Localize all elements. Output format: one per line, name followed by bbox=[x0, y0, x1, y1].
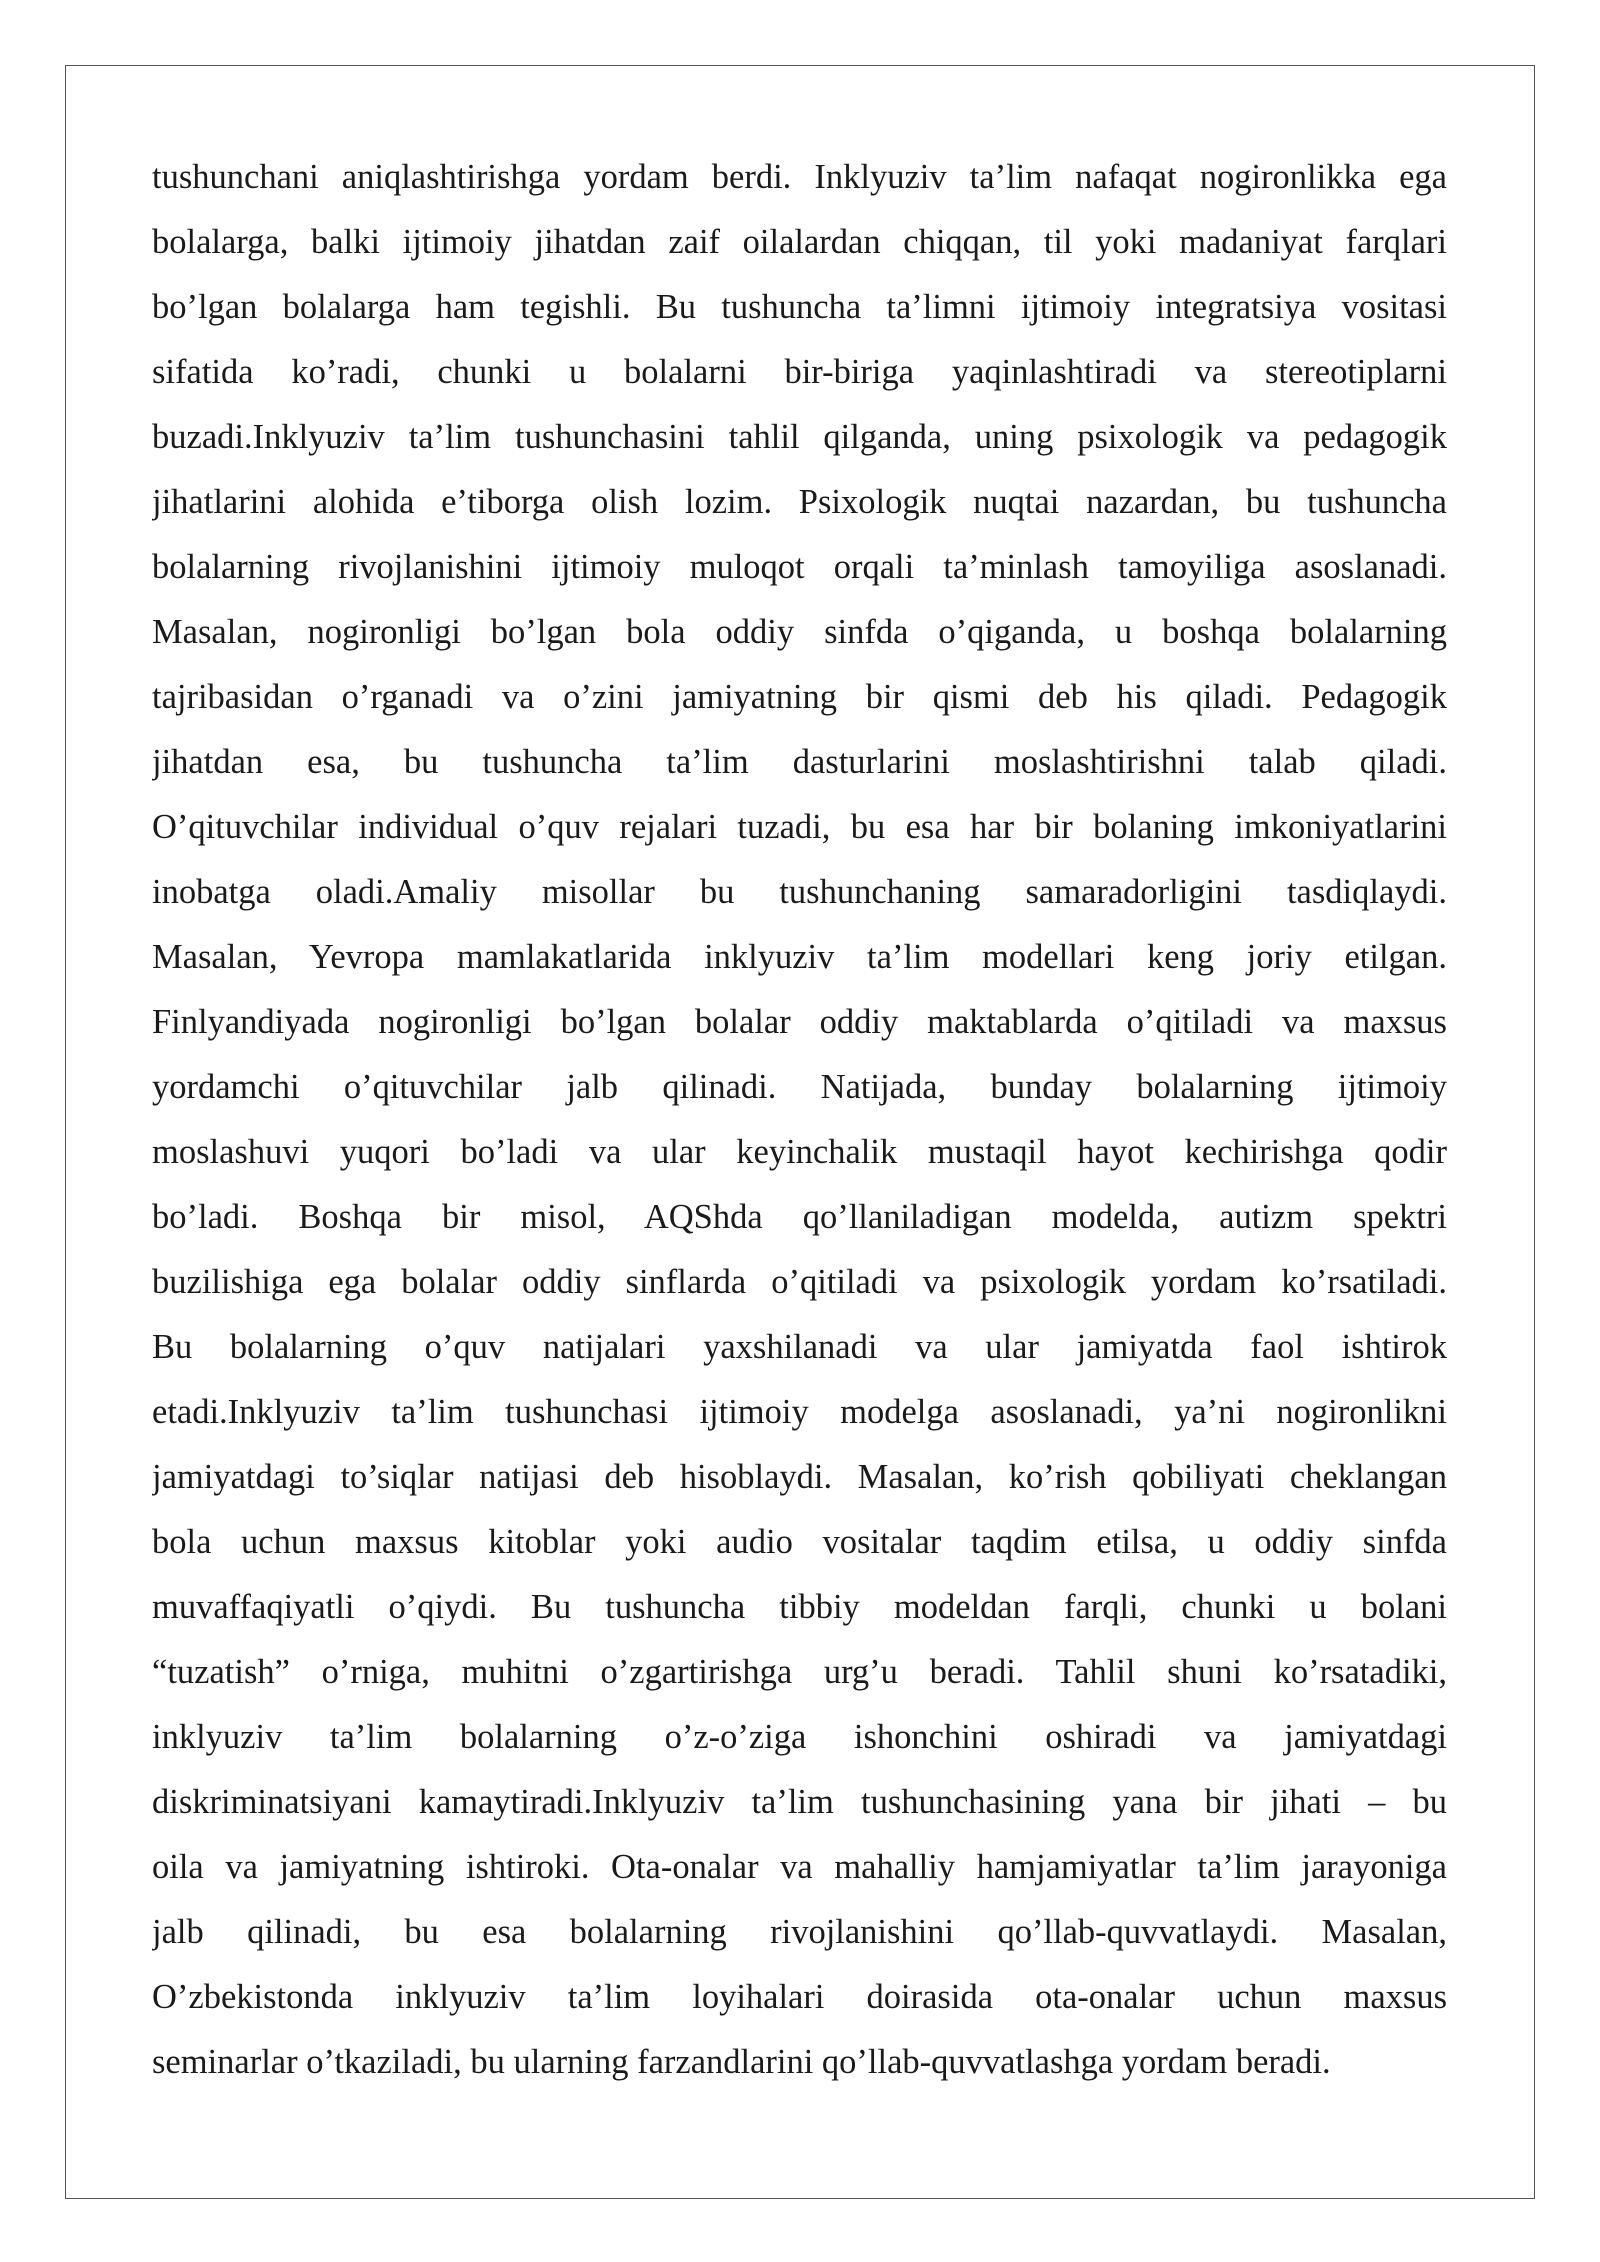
text-line: tajribasidan o’rganadi va o’zini jamiyatning bir qismi deb his qiladi. Pedagogik bbox=[152, 678, 1447, 716]
text-line: jamiyatdagi to’siqlar natijasi deb hisoblaydi. Masalan, ko’rish qobiliyati cheklangan bbox=[152, 1458, 1447, 1496]
text-line: buzilishiga ega bolalar oddiy sinflarda o’qitiladi va psixologik yordam ko’rsatiladi. bbox=[152, 1263, 1447, 1301]
text-line: “tuzatish” o’rniga, muhitni o’zgartirishga urg’u beradi. Tahlil shuni ko’rsatadiki, bbox=[152, 1653, 1447, 1691]
text-line: bolalarga, balki ijtimoiy jihatdan zaif oilalardan chiqqan, til yoki madaniyat farqlari bbox=[152, 223, 1447, 261]
text-line: Masalan, nogironligi bo’lgan bola oddiy sinfda o’qiganda, u boshqa bolalarning bbox=[152, 613, 1447, 651]
body-text bbox=[152, 145, 1447, 2095]
text-line: muvaffaqiyatli o’qiydi. Bu tushuncha tibbiy modeldan farqli, chunki u bolani bbox=[152, 1588, 1447, 1626]
text-line: oila va jamiyatning ishtiroki. Ota-onalar va mahalliy hamjamiyatlar ta’lim jarayoniga bbox=[152, 1848, 1447, 1886]
text-line: jihatdan esa, bu tushuncha ta’lim dasturlarini moslashtirishni talab qiladi. bbox=[152, 743, 1447, 781]
text-line: bo’lgan bolalarga ham tegishli. Bu tushuncha ta’limni ijtimoiy integratsiya vositasi bbox=[152, 288, 1447, 326]
text-line: O’qituvchilar individual o’quv rejalari tuzadi, bu esa har bir bolaning imkoniyatlarini bbox=[152, 808, 1447, 846]
text-line: Finlyandiyada nogironligi bo’lgan bolalar oddiy maktablarda o’qitiladi va maxsus bbox=[152, 1003, 1447, 1041]
text-line: bola uchun maxsus kitoblar yoki audio vositalar taqdim etilsa, u oddiy sinfda bbox=[152, 1523, 1447, 1561]
text-line: jalb qilinadi, bu esa bolalarning rivojlanishini qo’llab-quvvatlaydi. Masalan, bbox=[152, 1913, 1447, 1951]
text-line: diskriminatsiyani kamaytiradi.Inklyuziv ta’lim tushunchasining yana bir jihati – bu bbox=[152, 1783, 1447, 1821]
text-line: buzadi.Inklyuziv ta’lim tushunchasini tahlil qilganda, uning psixologik va pedagogik bbox=[152, 418, 1447, 456]
text-line: seminarlar o’tkaziladi, bu ularning farzandlarini qo’llab-quvvatlashga yordam beradi. bbox=[152, 2043, 1331, 2081]
text-line: yordamchi o’qituvchilar jalb qilinadi. Natijada, bunday bolalarning ijtimoiy bbox=[152, 1068, 1447, 1106]
text-line: inobatga oladi.Amaliy misollar bu tushunchaning samaradorligini tasdiqlaydi. bbox=[152, 873, 1447, 911]
text-line: etadi.Inklyuziv ta’lim tushunchasi ijtimoiy modelga asoslanadi, ya’ni nogironlikni bbox=[152, 1393, 1447, 1431]
text-line: bo’ladi. Boshqa bir misol, AQShda qo’llaniladigan modelda, autizm spektri bbox=[152, 1198, 1447, 1236]
text-line: sifatida ko’radi, chunki u bolalarni bir-biriga yaqinlashtiradi va stereotiplarni bbox=[152, 353, 1447, 391]
text-line: inklyuziv ta’lim bolalarning o’z-o’ziga ishonchini oshiradi va jamiyatdagi bbox=[152, 1718, 1447, 1756]
text-line: jihatlarini alohida e’tiborga olish lozim. Psixologik nuqtai nazardan, bu tushuncha bbox=[152, 483, 1447, 521]
text-line: O’zbekistonda inklyuziv ta’lim loyihalari doirasida ota-onalar uchun maxsus bbox=[152, 1978, 1447, 2016]
text-line: bolalarning rivojlanishini ijtimoiy muloqot orqali ta’minlash tamoyiliga asoslanadi. bbox=[152, 548, 1447, 586]
text-line: Bu bolalarning o’quv natijalari yaxshilanadi va ular jamiyatda faol ishtirok bbox=[152, 1328, 1447, 1366]
text-line: moslashuvi yuqori bo’ladi va ular keyinchalik mustaqil hayot kechirishga qodir bbox=[152, 1133, 1447, 1171]
text-line: Masalan, Yevropa mamlakatlarida inklyuziv ta’lim modellari keng joriy etilgan. bbox=[152, 938, 1447, 976]
text-line: tushunchani aniqlashtirishga yordam berdi. Inklyuziv ta’lim nafaqat nogironlikka ega bbox=[152, 158, 1447, 196]
